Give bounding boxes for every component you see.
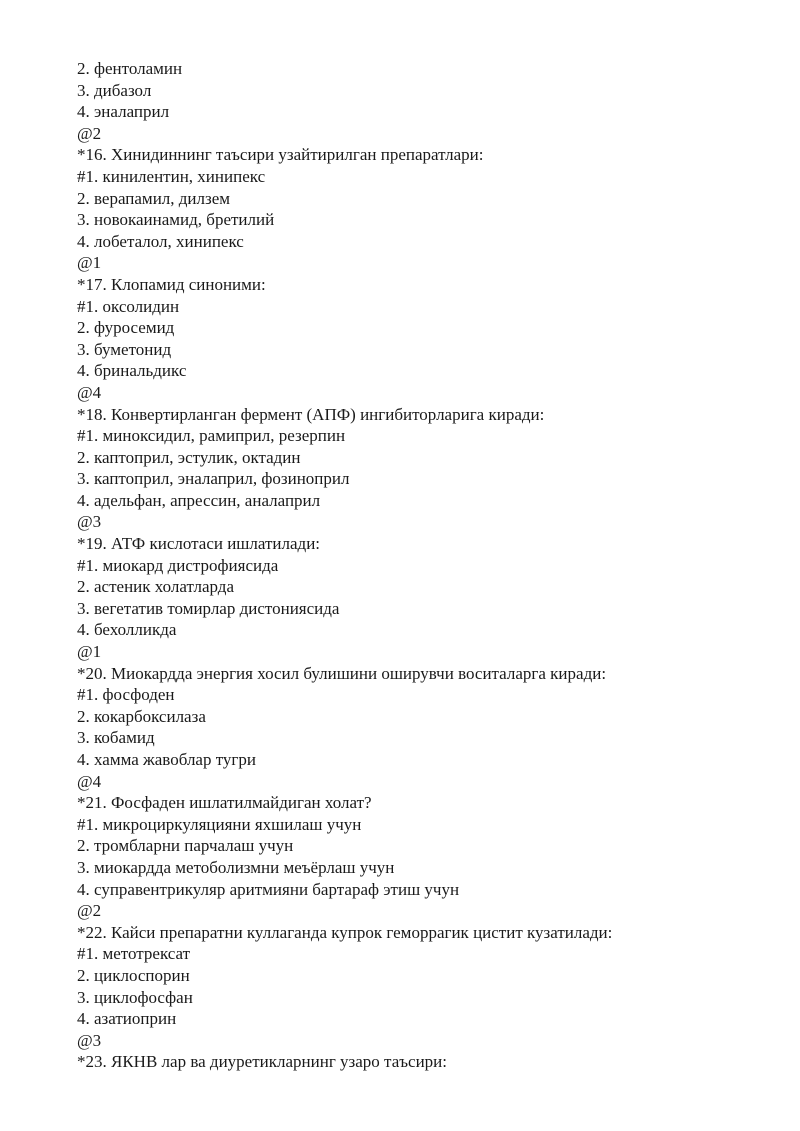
text-line: 4. бехолликда [77, 620, 177, 640]
text-line: 3. кобамид [77, 728, 155, 748]
question-line: *20. Миокардда энергия хосил булишини оширувчи воситаларга киради: [77, 663, 607, 683]
answer-key-line: @2 [77, 123, 102, 143]
text-line: #1. оксолидин [77, 296, 180, 316]
text-line: 2. тромбларни парчалаш учун [77, 836, 294, 856]
text-line: 4. эналаприл [77, 102, 170, 122]
text-line: 4. азатиоприн [77, 1009, 177, 1029]
text-line: 3. миокардда метоболизмни меъёрлаш учун [77, 857, 395, 877]
question-line: *16. Хинидиннинг таъсири узайтирилган препаратлари: [77, 145, 484, 165]
answer-key-line: @1 [77, 642, 102, 662]
text-line: 2. кокарбоксилаза [77, 706, 206, 726]
text-line: 4. бринальдикс [77, 361, 187, 381]
answer-key-line: @3 [77, 512, 102, 532]
text-line: #1. кинилентин, хинипекс [77, 166, 266, 186]
text-line: 3. дибазол [77, 80, 152, 100]
text-line: 3. циклофосфан [77, 987, 193, 1007]
text-line: 3. новокаинамид, бретилий [77, 210, 275, 230]
answer-key-line: @2 [77, 901, 102, 921]
text-line: 3. каптоприл, эналаприл, фозиноприл [77, 469, 350, 489]
text-line: #1. метотрексат [77, 944, 191, 964]
text-line: #1. миноксидил, рамиприл, резерпин [77, 426, 346, 446]
text-line: 4. лобеталол, хинипекс [77, 231, 244, 251]
text-line: 2. верапамил, дилзем [77, 188, 231, 208]
text-line: 2. фентоламин [77, 59, 183, 78]
text-line: 2. циклоспорин [77, 965, 190, 985]
text-line: 4. адельфан, апрессин, аналаприл [77, 490, 321, 510]
question-line: *18. Конвертирланган фермент (АПФ) ингибиторларига киради: [77, 404, 545, 424]
text-line: 2. астеник холатларда [77, 577, 234, 597]
text-line: 4. хамма жавоблар тугри [77, 750, 256, 769]
answer-key-line: @1 [77, 253, 102, 273]
text-line: 2. фуросемид [77, 318, 175, 338]
text-line: 3. буметонид [77, 339, 172, 359]
text-line: 3. вегетатив томирлар дистониясида [77, 598, 340, 618]
answer-key-line: @4 [77, 771, 102, 791]
text-line: 4. суправентрикуляр аритмияни бартараф этиш учун [77, 879, 460, 899]
question-line: *21. Фосфаден ишлатилмайдиган холат? [77, 793, 372, 813]
text-line: 2. каптоприл, эстулик, октадин [77, 447, 301, 467]
question-line: *23. ЯКНВ лар ва диуретикларнинг узаро таъсири: [77, 1052, 447, 1072]
text-line: #1. фосфоден [77, 685, 175, 705]
document-text [77, 58, 780, 1073]
text-line: #1. миокард дистрофиясида [77, 555, 279, 575]
answer-key-line: @4 [77, 382, 102, 402]
question-line: *17. Клопамид синоними: [77, 274, 266, 294]
question-line: *22. Кайси препаратни куллаганда купрок геморрагик цистит кузатилади: [77, 922, 613, 942]
answer-key-line: @3 [77, 1030, 102, 1050]
text-line: #1. микроциркуляцияни яхшилаш учун [77, 814, 362, 834]
question-line: *19. АТФ кислотаси ишлатилади: [77, 534, 321, 554]
